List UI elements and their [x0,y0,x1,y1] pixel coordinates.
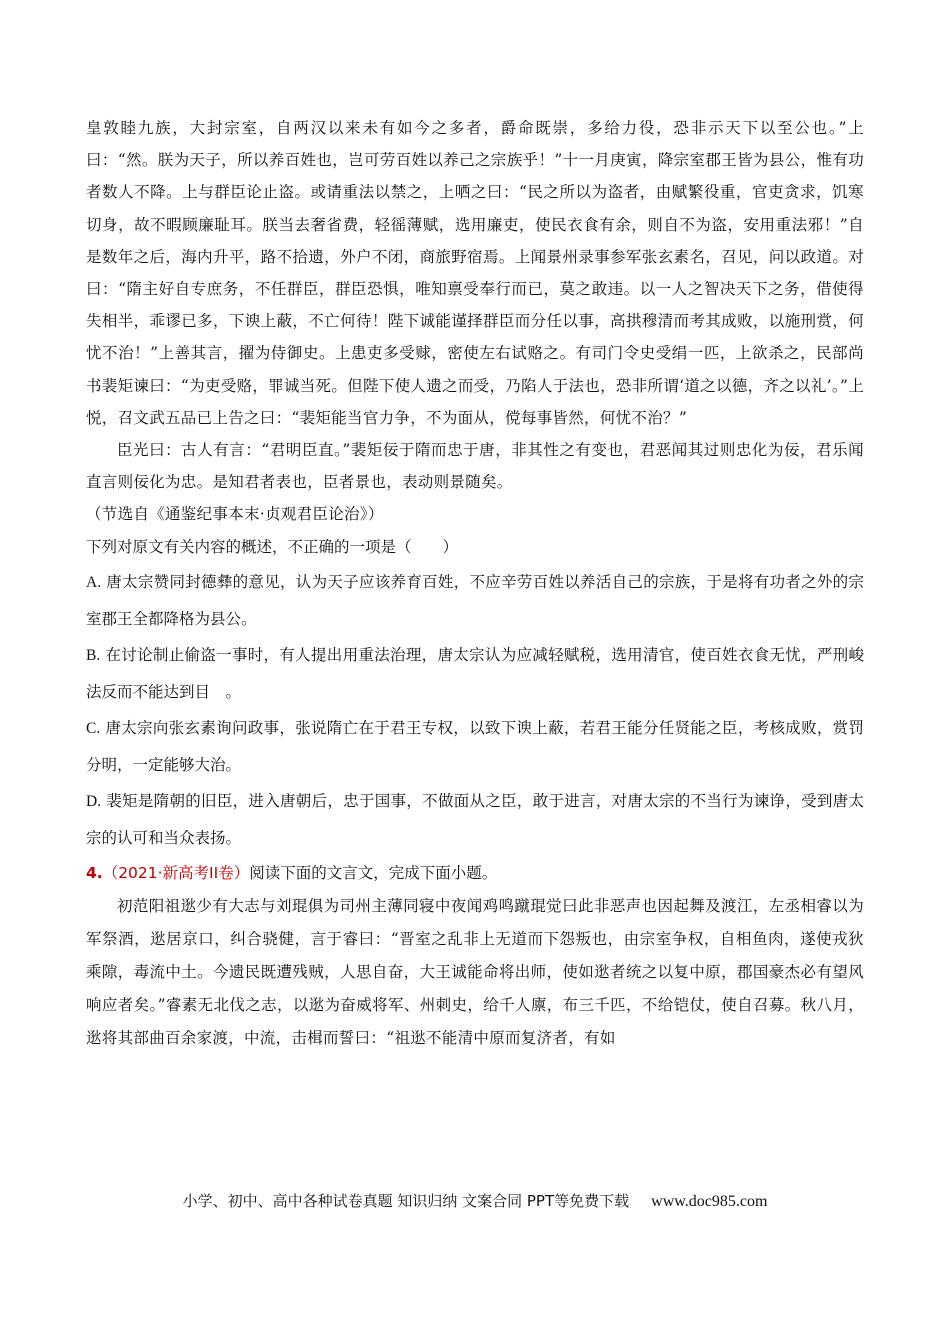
option-text: 唐太宗赞同封德彝的意见，认为天子应该养育百姓，不应辛劳百姓以养活自己的宗族，于是将有功者之外的宗室郡王全都降格为县公。 [86,572,864,628]
option-letter: D. [86,792,102,810]
option-b [86,637,864,710]
classical-passage [86,112,864,531]
option-list [86,564,864,856]
question-stem: 下列对原文有关内容的概述，不正确的一项是（ ） [86,537,459,556]
option-text: 在讨论制止偷盗一事时，有人提出用重法治理，唐太宗认为应减轻赋税，选用清官，使百姓衣食无忧，严刑峻法反而不能达到目 。 [86,645,864,701]
passage-paragraph-2: 臣光曰：古人有言：“君明臣直。”裴矩佞于隋而忠于唐，非其性之有变也，君恶闻其过则忠化为佞，君乐闻直言则佞化为忠。是知君者表也，臣者景也，表动则景随矣。 [86,441,864,492]
footer-url[interactable]: www.doc985.com [651,1193,768,1210]
question-source-tag: （2021·新高考II卷） [102,863,250,882]
question-instruction: 阅读下面的文言文，完成下面小题。 [249,863,498,882]
option-text: 裴矩是隋朝的旧臣，进入唐朝后，忠于国事，不做面从之臣，敢于进言，对唐太宗的不当行为谏诤，受到唐太宗的认可和当众表扬。 [86,791,864,847]
option-letter: A. [86,573,102,591]
option-d [86,783,864,856]
footer-text: 小学、初中、高中各种试卷真题 知识归纳 文案合同 PPT等免费下载 [182,1192,630,1210]
option-letter: C. [86,719,101,737]
page-footer [0,1190,950,1211]
question-4-passage-text: 初范阳祖逖少有大志与刘琨俱为司州主薄同寝中夜闻鸡鸣蹴琨觉曰此非恶声也因起舞及渡江，左丞相睿以为军祭酒，逖居京口，纠合骁健，言于睿曰：“晋室之乱非上无道而下怨叛也，由宗室争权，自相鱼肉，遂使戎狄乘隙，毒流中土。今遗民既遭残贼，人思自奋，大王诚能命将出师，使如逖者统之以复中原，郡国豪杰必有望风响应者矣。”睿素无北伐之志，以逖为奋威将军、州刺史，给千人廪，布三千匹，不给铠仗，使自召募。秋八月，逖将其部曲百余家渡，中流，击楫而誓曰：“祖逖不能清中原而复济者，有如 [86,896,864,1048]
question-4-header [86,856,864,890]
question-4-passage [86,890,864,1056]
option-letter: B. [86,646,101,664]
passage-paragraph-1: 皇敦睦九族，大封宗室，自两汉以来未有如今之多者，爵命既崇，多给力役，恐非示天下以至公也。”上曰：“然。朕为天子，所以养百姓也，岂可劳百姓以养己之宗族乎！”十一月庚寅，降宗室郡王皆为县公，惟有功者数人不降。上与群臣论止盗。或请重法以禁之，上哂之曰：“民之所以为盗者，由赋繁役重，官吏贪求，饥寒切身，故不暇顾廉耻耳。朕当去奢省费，轻徭薄赋，选用廉吏，使民衣食有余，则自不为盗，安用重法邪！”自是数年之后，海内升平，路不拾遗，外户不闭，商旅野宿焉。上闻景州录事参军张玄素名，召见，问以政道。对曰：“隋主好自专庶务，不任群臣，群臣恐惧，唯知禀受奉行而已，莫之敢违。以一人之智决天下之务，借使得失相半，乖谬已多，下谀上蔽，不亡何待！陛下诚能谨择群臣而分任以事，高拱穆清而考其成败，以施刑赏，何忧不治！”上善其言，擢为侍御史。上患吏多受赇，密使左右试赂之。有司门令史受绢一匹，上欲杀之，民部尚书裴矩谏曰：“为吏受赂，罪诚当死。但陛下使人遗之而受，乃陷人于法也，恐非所谓‘道之以德，齐之以礼’。”上悦，召文武五品已上告之曰：“裴矩能当官力争，不为面从，傥每事皆然，何忧不治？” [86,119,864,427]
question-number: 4. [86,863,103,882]
option-c [86,710,864,783]
option-a [86,564,864,637]
page-content [86,112,864,1056]
option-text: 唐太宗向张玄素询问政事，张说隋亡在于君王专权，以致下谀上蔽，若君王能分任贤能之臣，考核成败，赏罚分明，一定能够大治。 [86,718,864,774]
passage-source: （节选自《通鉴纪事本末·贞观君臣论治》） [86,505,384,524]
